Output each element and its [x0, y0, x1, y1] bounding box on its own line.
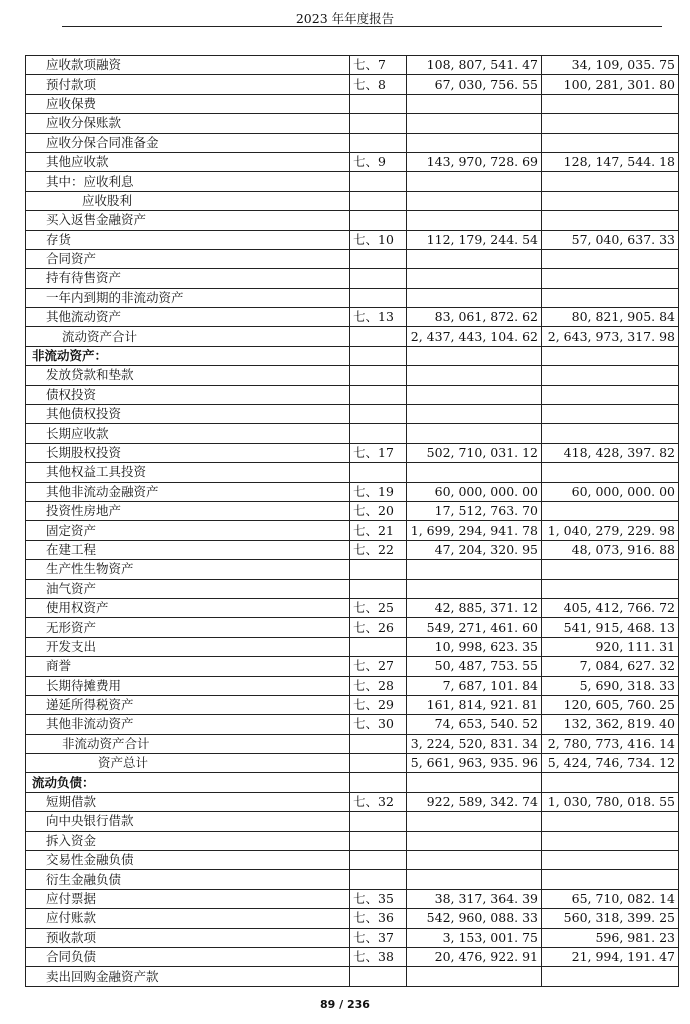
table-row	[26, 754, 679, 773]
row-current-period-value	[407, 579, 542, 598]
row-item-label: 一年内到期的非流动资产	[26, 288, 350, 307]
table-row	[26, 405, 679, 424]
row-prior-period-value: 596, 981. 23	[542, 928, 679, 947]
table-row	[26, 56, 679, 75]
row-prior-period-value	[542, 560, 679, 579]
row-note-ref: 七、35	[350, 889, 407, 908]
row-item-label: 应付票据	[26, 889, 350, 908]
table-row	[26, 947, 679, 966]
row-item-label: 应收股利	[26, 191, 350, 210]
row-current-period-value: 3, 224, 520, 831. 34	[407, 734, 542, 753]
table-row	[26, 152, 679, 171]
row-prior-period-value	[542, 424, 679, 443]
table-row	[26, 715, 679, 734]
row-current-period-value	[407, 94, 542, 113]
table-row	[26, 870, 679, 889]
row-note-ref: 七、19	[350, 482, 407, 501]
table-row	[26, 211, 679, 230]
row-prior-period-value: 100, 281, 301. 80	[542, 75, 679, 94]
row-note-ref	[350, 269, 407, 288]
row-prior-period-value: 5, 690, 318. 33	[542, 676, 679, 695]
row-item-label: 卖出回购金融资产款	[26, 967, 350, 986]
row-item-label: 非流动资产：	[26, 346, 350, 365]
row-note-ref	[350, 773, 407, 792]
table-row	[26, 501, 679, 520]
table-row	[26, 812, 679, 831]
table-row	[26, 792, 679, 811]
row-current-period-value: 143, 970, 728. 69	[407, 152, 542, 171]
row-current-period-value: 502, 710, 031. 12	[407, 443, 542, 462]
row-current-period-value	[407, 211, 542, 230]
table-row	[26, 560, 679, 579]
row-prior-period-value: 120, 605, 760. 25	[542, 695, 679, 714]
table-row	[26, 443, 679, 462]
table-row	[26, 637, 679, 656]
report-title: 2023 年年度报告	[295, 11, 395, 26]
table-row	[26, 928, 679, 947]
row-current-period-value	[407, 288, 542, 307]
table-row	[26, 773, 679, 792]
row-current-period-value	[407, 191, 542, 210]
row-current-period-value	[407, 249, 542, 268]
row-prior-period-value: 34, 109, 035. 75	[542, 56, 679, 75]
row-item-label: 开发支出	[26, 637, 350, 656]
row-prior-period-value	[542, 385, 679, 404]
table-row	[26, 831, 679, 850]
row-item-label: 应收分保合同准备金	[26, 133, 350, 152]
row-note-ref	[350, 851, 407, 870]
row-prior-period-value: 560, 318, 399. 25	[542, 909, 679, 928]
row-current-period-value: 38, 317, 364. 39	[407, 889, 542, 908]
row-note-ref: 七、36	[350, 909, 407, 928]
table-row	[26, 676, 679, 695]
table-row	[26, 657, 679, 676]
row-note-ref	[350, 754, 407, 773]
row-note-ref: 七、30	[350, 715, 407, 734]
row-item-label: 预付款项	[26, 75, 350, 94]
row-note-ref	[350, 366, 407, 385]
table-row	[26, 482, 679, 501]
row-current-period-value: 542, 960, 088. 33	[407, 909, 542, 928]
table-row	[26, 366, 679, 385]
row-current-period-value	[407, 366, 542, 385]
row-current-period-value	[407, 463, 542, 482]
row-prior-period-value: 132, 362, 819. 40	[542, 715, 679, 734]
table-row	[26, 889, 679, 908]
row-item-label: 应付账款	[26, 909, 350, 928]
row-prior-period-value	[542, 191, 679, 210]
row-prior-period-value	[542, 114, 679, 133]
row-item-label: 流动负债：	[26, 773, 350, 792]
row-current-period-value: 83, 061, 872. 62	[407, 308, 542, 327]
row-item-label: 投资性房地产	[26, 501, 350, 520]
row-note-ref: 七、27	[350, 657, 407, 676]
row-item-label: 短期借款	[26, 792, 350, 811]
row-note-ref	[350, 288, 407, 307]
table-row	[26, 385, 679, 404]
table-row	[26, 540, 679, 559]
row-note-ref: 七、26	[350, 618, 407, 637]
row-prior-period-value: 65, 710, 082. 14	[542, 889, 679, 908]
row-prior-period-value: 7, 084, 627. 32	[542, 657, 679, 676]
row-note-ref	[350, 424, 407, 443]
table-row	[26, 327, 679, 346]
table-row	[26, 172, 679, 191]
row-note-ref: 七、25	[350, 598, 407, 617]
row-prior-period-value	[542, 501, 679, 520]
row-item-label: 其他非流动金融资产	[26, 482, 350, 501]
row-item-label: 拆入资金	[26, 831, 350, 850]
page-number: 89 / 236	[320, 998, 370, 1011]
row-current-period-value	[407, 967, 542, 986]
row-note-ref	[350, 405, 407, 424]
row-note-ref	[350, 133, 407, 152]
row-current-period-value	[407, 133, 542, 152]
row-prior-period-value: 48, 073, 916. 88	[542, 540, 679, 559]
table-row	[26, 579, 679, 598]
table-row	[26, 424, 679, 443]
row-current-period-value: 108, 807, 541. 47	[407, 56, 542, 75]
row-current-period-value	[407, 114, 542, 133]
row-item-label: 在建工程	[26, 540, 350, 559]
row-current-period-value: 50, 487, 753. 55	[407, 657, 542, 676]
table-row	[26, 598, 679, 617]
row-prior-period-value	[542, 249, 679, 268]
row-item-label: 其他非流动资产	[26, 715, 350, 734]
row-current-period-value	[407, 424, 542, 443]
table-row	[26, 909, 679, 928]
row-prior-period-value	[542, 269, 679, 288]
row-current-period-value	[407, 172, 542, 191]
row-current-period-value: 10, 998, 623. 35	[407, 637, 542, 656]
row-prior-period-value: 2, 643, 973, 317. 98	[542, 327, 679, 346]
table-row	[26, 521, 679, 540]
row-prior-period-value	[542, 172, 679, 191]
row-note-ref: 七、21	[350, 521, 407, 540]
row-current-period-value: 112, 179, 244. 54	[407, 230, 542, 249]
row-note-ref	[350, 114, 407, 133]
row-item-label: 长期应收款	[26, 424, 350, 443]
row-note-ref: 七、8	[350, 75, 407, 94]
row-current-period-value	[407, 385, 542, 404]
row-prior-period-value: 128, 147, 544. 18	[542, 152, 679, 171]
row-current-period-value: 7, 687, 101. 84	[407, 676, 542, 695]
row-item-label: 债权投资	[26, 385, 350, 404]
row-item-label: 使用权资产	[26, 598, 350, 617]
row-prior-period-value: 541, 915, 468. 13	[542, 618, 679, 637]
row-note-ref: 七、17	[350, 443, 407, 462]
row-item-label: 非流动资产合计	[26, 734, 350, 753]
row-current-period-value: 42, 885, 371. 12	[407, 598, 542, 617]
row-prior-period-value	[542, 346, 679, 365]
row-prior-period-value	[542, 773, 679, 792]
row-current-period-value: 60, 000, 000. 00	[407, 482, 542, 501]
row-item-label: 合同资产	[26, 249, 350, 268]
row-note-ref: 七、9	[350, 152, 407, 171]
row-note-ref: 七、13	[350, 308, 407, 327]
row-current-period-value	[407, 851, 542, 870]
row-note-ref: 七、32	[350, 792, 407, 811]
row-prior-period-value	[542, 851, 679, 870]
row-item-label: 其他债权投资	[26, 405, 350, 424]
row-current-period-value: 161, 814, 921. 81	[407, 695, 542, 714]
row-note-ref: 七、7	[350, 56, 407, 75]
row-current-period-value	[407, 405, 542, 424]
row-note-ref	[350, 967, 407, 986]
row-prior-period-value: 1, 030, 780, 018. 55	[542, 792, 679, 811]
row-item-label: 应收保费	[26, 94, 350, 113]
row-prior-period-value: 21, 994, 191. 47	[542, 947, 679, 966]
table-row	[26, 308, 679, 327]
row-note-ref: 七、38	[350, 947, 407, 966]
row-prior-period-value	[542, 211, 679, 230]
table-row	[26, 618, 679, 637]
row-note-ref	[350, 249, 407, 268]
row-prior-period-value	[542, 94, 679, 113]
table-row	[26, 269, 679, 288]
table-row	[26, 288, 679, 307]
row-current-period-value: 20, 476, 922. 91	[407, 947, 542, 966]
table-row	[26, 851, 679, 870]
row-item-label: 发放贷款和垫款	[26, 366, 350, 385]
row-item-label: 向中央银行借款	[26, 812, 350, 831]
table-row	[26, 75, 679, 94]
row-note-ref	[350, 870, 407, 889]
row-current-period-value: 2, 437, 443, 104. 62	[407, 327, 542, 346]
row-note-ref	[350, 734, 407, 753]
row-current-period-value: 5, 661, 963, 935. 96	[407, 754, 542, 773]
row-note-ref	[350, 191, 407, 210]
row-prior-period-value: 80, 821, 905. 84	[542, 308, 679, 327]
table-row	[26, 191, 679, 210]
row-current-period-value	[407, 773, 542, 792]
row-current-period-value: 17, 512, 763. 70	[407, 501, 542, 520]
row-item-label: 固定资产	[26, 521, 350, 540]
row-note-ref	[350, 831, 407, 850]
row-prior-period-value: 1, 040, 279, 229. 98	[542, 521, 679, 540]
row-note-ref: 七、37	[350, 928, 407, 947]
row-item-label: 其他流动资产	[26, 308, 350, 327]
row-item-label: 长期股权投资	[26, 443, 350, 462]
row-item-label: 其中：应收利息	[26, 172, 350, 191]
table-row	[26, 346, 679, 365]
table-body	[26, 56, 679, 987]
row-note-ref: 七、10	[350, 230, 407, 249]
page-header	[0, 0, 690, 26]
row-prior-period-value	[542, 831, 679, 850]
row-current-period-value	[407, 831, 542, 850]
row-prior-period-value: 2, 780, 773, 416. 14	[542, 734, 679, 753]
table-row	[26, 734, 679, 753]
row-note-ref	[350, 94, 407, 113]
row-item-label: 其他权益工具投资	[26, 463, 350, 482]
row-prior-period-value	[542, 812, 679, 831]
row-note-ref	[350, 211, 407, 230]
row-prior-period-value	[542, 405, 679, 424]
row-prior-period-value: 5, 424, 746, 734. 12	[542, 754, 679, 773]
header-divider	[62, 26, 662, 27]
row-item-label: 生产性生物资产	[26, 560, 350, 579]
row-current-period-value	[407, 812, 542, 831]
row-note-ref	[350, 579, 407, 598]
row-current-period-value: 67, 030, 756. 55	[407, 75, 542, 94]
table-row	[26, 967, 679, 986]
row-item-label: 长期待摊费用	[26, 676, 350, 695]
row-item-label: 其他应收款	[26, 152, 350, 171]
row-current-period-value: 922, 589, 342. 74	[407, 792, 542, 811]
row-note-ref: 七、28	[350, 676, 407, 695]
row-note-ref	[350, 346, 407, 365]
row-note-ref	[350, 463, 407, 482]
row-item-label: 合同负债	[26, 947, 350, 966]
row-current-period-value	[407, 346, 542, 365]
row-prior-period-value	[542, 366, 679, 385]
row-item-label: 持有待售资产	[26, 269, 350, 288]
balance-sheet-table	[25, 55, 679, 987]
row-item-label: 资产总计	[26, 754, 350, 773]
row-prior-period-value	[542, 463, 679, 482]
row-current-period-value: 74, 653, 540. 52	[407, 715, 542, 734]
row-prior-period-value	[542, 133, 679, 152]
row-current-period-value: 47, 204, 320. 95	[407, 540, 542, 559]
row-prior-period-value	[542, 579, 679, 598]
row-item-label: 应收分保账款	[26, 114, 350, 133]
row-note-ref	[350, 560, 407, 579]
row-item-label: 流动资产合计	[26, 327, 350, 346]
row-note-ref	[350, 172, 407, 191]
row-item-label: 递延所得税资产	[26, 695, 350, 714]
table-row	[26, 463, 679, 482]
table-row	[26, 94, 679, 113]
row-note-ref: 七、20	[350, 501, 407, 520]
row-note-ref	[350, 637, 407, 656]
row-prior-period-value: 418, 428, 397. 82	[542, 443, 679, 462]
row-current-period-value: 3, 153, 001. 75	[407, 928, 542, 947]
row-prior-period-value	[542, 288, 679, 307]
row-item-label: 无形资产	[26, 618, 350, 637]
row-item-label: 买入返售金融资产	[26, 211, 350, 230]
row-note-ref	[350, 327, 407, 346]
row-current-period-value: 1, 699, 294, 941. 78	[407, 521, 542, 540]
row-current-period-value	[407, 870, 542, 889]
row-prior-period-value: 57, 040, 637. 33	[542, 230, 679, 249]
row-item-label: 存货	[26, 230, 350, 249]
row-item-label: 应收款项融资	[26, 56, 350, 75]
row-prior-period-value: 405, 412, 766. 72	[542, 598, 679, 617]
table-row	[26, 695, 679, 714]
row-current-period-value	[407, 269, 542, 288]
row-note-ref: 七、22	[350, 540, 407, 559]
table-row	[26, 249, 679, 268]
row-item-label: 预收款项	[26, 928, 350, 947]
row-prior-period-value	[542, 967, 679, 986]
row-current-period-value: 549, 271, 461. 60	[407, 618, 542, 637]
row-item-label: 衍生金融负债	[26, 870, 350, 889]
row-note-ref	[350, 385, 407, 404]
table-row	[26, 133, 679, 152]
row-prior-period-value: 920, 111. 31	[542, 637, 679, 656]
row-item-label: 商誉	[26, 657, 350, 676]
table-row	[26, 114, 679, 133]
row-prior-period-value	[542, 870, 679, 889]
row-item-label: 交易性金融负债	[26, 851, 350, 870]
row-note-ref	[350, 812, 407, 831]
row-item-label: 油气资产	[26, 579, 350, 598]
row-note-ref: 七、29	[350, 695, 407, 714]
row-current-period-value	[407, 560, 542, 579]
row-prior-period-value: 60, 000, 000. 00	[542, 482, 679, 501]
table-row	[26, 230, 679, 249]
